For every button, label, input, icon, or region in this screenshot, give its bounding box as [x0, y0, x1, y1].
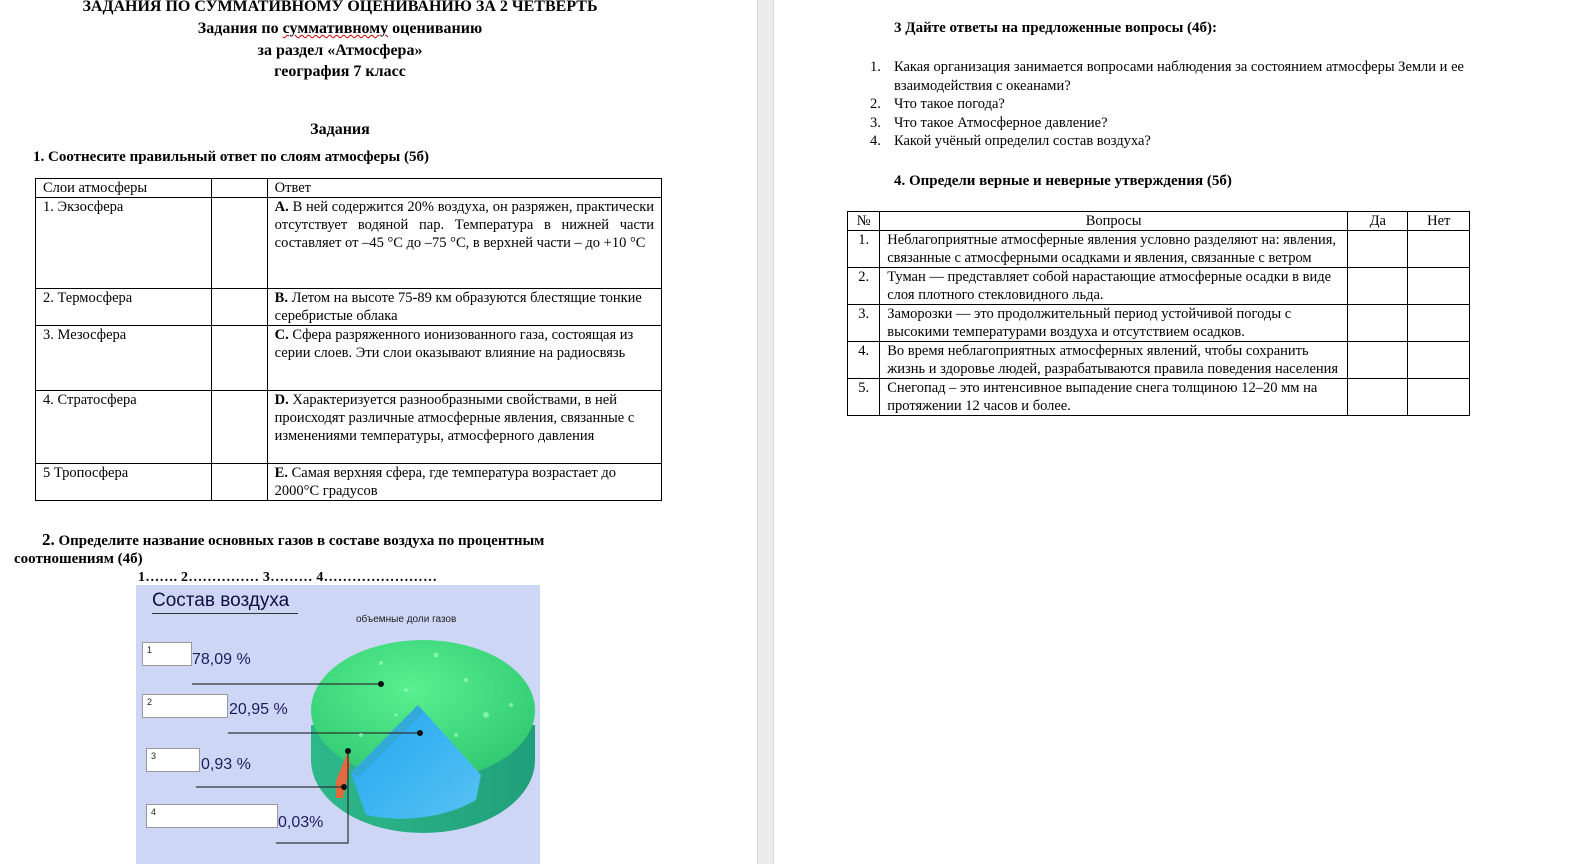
header-title: ЗАДАНИЯ ПО СУММАТИВНОМУ ОЦЕНИВАНИЮ ЗА 2 ЧЕТВЕРТЬ — [82, 0, 598, 15]
no-cell[interactable] — [1408, 268, 1470, 305]
task2-title — [42, 530, 544, 551]
row-number-cell: 4. — [848, 342, 880, 379]
task4-title: 4. Определи верные и неверные утверждения (5б) — [894, 173, 1232, 189]
document-page-left — [0, 0, 757, 864]
layer-cell: 4. Стратосфера — [36, 391, 212, 464]
list-item-number: 1. — [870, 59, 881, 75]
table-row — [848, 379, 1470, 416]
statement-cell: Неблагоприятные атмосферные явления условно разделяют на: явления, связанные с атмосферными осадками и явления, связанные с ветром — [880, 231, 1348, 268]
list-item — [858, 58, 1498, 95]
yes-cell[interactable] — [1348, 342, 1408, 379]
no-cell[interactable] — [1408, 342, 1470, 379]
chart-label-box[interactable]: 3 — [146, 748, 200, 772]
chart-value-label: 0,93 % — [201, 756, 251, 773]
yes-cell[interactable] — [1348, 268, 1408, 305]
list-item-number: 2. — [870, 96, 881, 112]
list-item-number: 3. — [870, 114, 881, 131]
task2-number: 2. — [42, 530, 55, 549]
statement-cell: Туман — представляет собой нарастающие атмосферные осадки в виде слоя плотного стекловидного льда. — [880, 268, 1348, 305]
layer-cell: 2. Термосфера — [36, 289, 212, 326]
table-header-cell: Слои атмосферы — [36, 179, 212, 198]
layer-cell: 3. Мезосфера — [36, 326, 212, 391]
answer-text: В ней содержится 20% воздуха, он разряжен, практически отсутствует водяной пар. Температура в нижней части составляет от –45 °C до –75 °C, в верхней части – до +10 °C — [274, 199, 654, 251]
match-cell[interactable] — [211, 464, 267, 501]
statement-cell: Во время неблагоприятных атмосферных явлений, чтобы сохранить жизнь и здоровье людей, разрабатываются правила поведения населения — [880, 342, 1348, 379]
table-row — [36, 198, 662, 289]
table-header-cell — [211, 179, 267, 198]
table-header-row — [36, 179, 662, 198]
list-item-text: Какой учёный определил состав воздуха? — [894, 133, 1151, 149]
chart-value-label: 20,95 % — [229, 701, 288, 718]
table-row — [848, 231, 1470, 268]
chart-subtitle: объемные доли газов — [356, 614, 457, 625]
no-cell[interactable] — [1408, 379, 1470, 416]
header-subtitle — [0, 19, 680, 39]
table-row — [848, 342, 1470, 379]
air-composition-chart — [136, 585, 540, 864]
answer-text: Летом на высоте 75-89 км образуются блестящие тонкие серебристые облака — [274, 290, 642, 324]
header-subtitle-part: Задания по — [197, 20, 283, 37]
document-page-right — [774, 0, 1595, 864]
row-number-cell: 2. — [848, 268, 880, 305]
table-header-cell: Да — [1348, 212, 1408, 231]
table-header-cell: № — [848, 212, 880, 231]
task2-title-line2: соотношениям (4б) — [14, 551, 143, 567]
answer-label: D. — [274, 392, 289, 408]
answer-text: Характеризуется разнообразными свойствами, в ней происходят различные атмосферные явления, связанные с изменениями температуры, атмосферного давления — [274, 392, 635, 444]
leader-dot — [345, 748, 351, 754]
list-item — [858, 95, 1498, 114]
yes-cell[interactable] — [1348, 231, 1408, 268]
answer-cell — [267, 464, 661, 501]
answer-text: Сфера разряженного ионизованного газа, состоящая из серии слоев. Эти слои оказывают влияние на радиосвязь — [274, 327, 634, 361]
task3-question-list — [858, 58, 1498, 151]
match-cell[interactable] — [211, 289, 267, 326]
page-gutter — [757, 0, 774, 864]
list-item — [858, 114, 1498, 133]
answer-cell — [267, 391, 661, 464]
table-row — [848, 305, 1470, 342]
layer-cell: 1. Экзосфера — [36, 198, 212, 289]
no-cell[interactable] — [1408, 231, 1470, 268]
chart-label-box[interactable]: 2 — [142, 694, 228, 718]
list-item-text: Что такое погода? — [894, 96, 1005, 112]
table-header-cell: Ответ — [267, 179, 661, 198]
chart-value-label: 78,09 % — [192, 651, 251, 668]
list-item-text: Какая организация занимается вопросами наблюдения за состоянием атмосферы Земли и ее взаимодействия с океанами? — [894, 59, 1464, 94]
answer-cell — [267, 198, 661, 289]
answer-text: Самая верхняя сфера, где температура возрастает до 2000°С градусов — [274, 465, 616, 499]
table-header-cell: Вопросы — [880, 212, 1348, 231]
answer-cell — [267, 326, 661, 391]
table-row — [36, 464, 662, 501]
header-section: за раздел «Атмосфера» — [257, 42, 423, 59]
statement-cell: Заморозки — это продолжительный период устойчивой погоды с высокими температурами воздуха и отсутствием осадков. — [880, 305, 1348, 342]
answer-label: E. — [274, 465, 288, 481]
header-grade: география 7 класс — [274, 63, 406, 80]
leader-dot — [341, 784, 347, 790]
match-cell[interactable] — [211, 198, 267, 289]
no-cell[interactable] — [1408, 305, 1470, 342]
table-row — [36, 391, 662, 464]
answer-blanks[interactable]: 1……. 2…………… 3……… 4…………………… — [138, 570, 438, 585]
row-number-cell: 3. — [848, 305, 880, 342]
answer-label: С. — [274, 327, 289, 343]
answer-label: В. — [274, 290, 288, 306]
task1-title: 1. Соотнесите правильный ответ по слоям атмосферы (5б) — [33, 149, 429, 165]
statement-cell: Снегопад – это интенсивное выпадение снега толщиною 12–20 мм на протяжении 12 часов и более. — [880, 379, 1348, 416]
row-number-cell: 5. — [848, 379, 880, 416]
row-number-cell: 1. — [848, 231, 880, 268]
leader-dot — [378, 681, 384, 687]
table-row — [36, 289, 662, 326]
chart-label-box[interactable]: 1 — [142, 642, 192, 666]
table-row — [848, 268, 1470, 305]
chart-value-label: 0,03% — [278, 814, 324, 831]
section-title: Задания — [310, 121, 370, 138]
list-item-text: Что такое Атмосферное давление? — [894, 114, 1108, 131]
answer-label: А. — [274, 199, 289, 215]
match-cell[interactable] — [211, 391, 267, 464]
task2-text: Определите название основных газов в составе воздуха по процентным — [54, 533, 545, 549]
table-header-cell: Нет — [1408, 212, 1470, 231]
leader-dot — [417, 730, 423, 736]
chart-label-box[interactable]: 4 — [146, 804, 278, 828]
list-item — [858, 132, 1498, 151]
yes-cell[interactable] — [1348, 379, 1408, 416]
table-header-row — [848, 212, 1470, 231]
task4-table — [847, 211, 1470, 416]
table-row — [36, 326, 662, 391]
match-cell[interactable] — [211, 326, 267, 391]
answer-cell — [267, 289, 661, 326]
list-item-number: 4. — [870, 133, 881, 149]
layer-cell: 5 Тропосфера — [36, 464, 212, 501]
yes-cell[interactable] — [1348, 305, 1408, 342]
task1-table — [35, 178, 662, 501]
header-subtitle-part: оцениванию — [388, 20, 483, 37]
task3-title: 3 Дайте ответы на предложенные вопросы (4б): — [894, 20, 1218, 36]
chart-title: Состав воздуха — [152, 590, 290, 611]
header-subtitle-spellcheck-word: суммативному — [282, 20, 389, 37]
